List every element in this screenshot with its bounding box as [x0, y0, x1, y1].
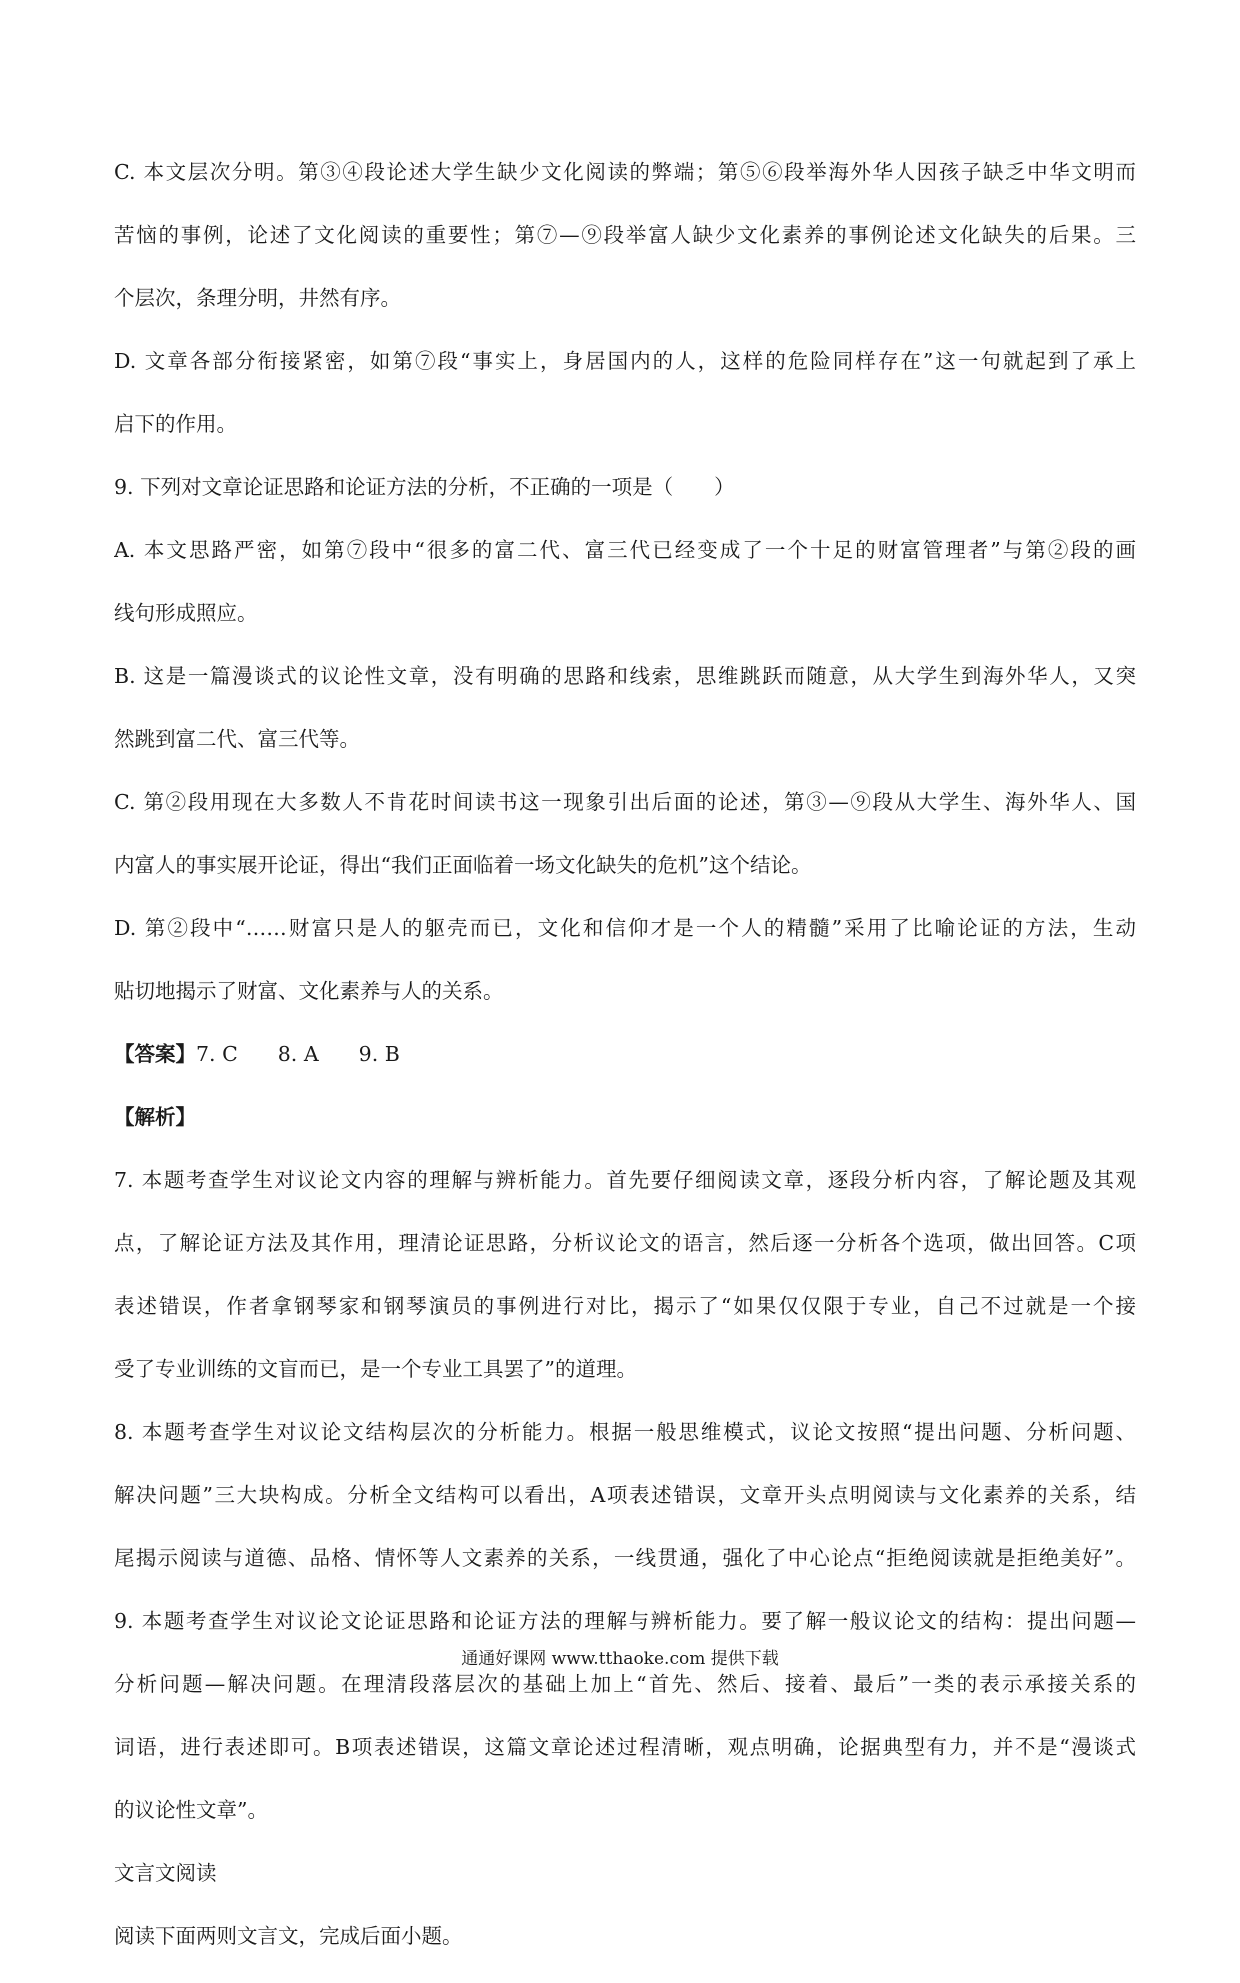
- text-line: D. 文章各部分衔接紧密，如第⑦段“事实上，身居国内的人，这样的危险同样存在”这一句就起到了承上: [114, 349, 1136, 373]
- text-line: C. 第②段用现在大多数人不肯花时间读书这一现象引出后面的论述，第③—⑨段从大学生、海外华人、国: [114, 790, 1136, 814]
- text-line: 然跳到富二代、富三代等。: [114, 727, 360, 751]
- text-line: 表述错误，作者拿钢琴家和钢琴演员的事例进行对比，揭示了“如果仅仅限于专业，自己不过就是一个接: [114, 1294, 1136, 1318]
- text-line: 苦恼的事例，论述了文化阅读的重要性；第⑦—⑨段举富人缺少文化素养的事例论述文化缺失的后果。三: [114, 223, 1136, 247]
- analysis-text-block: [114, 1164, 1136, 1952]
- text-line: 尾揭示阅读与道德、品格、情怀等人文素养的关系，一线贯通，强化了中心论点“拒绝阅读就是拒绝美好”。: [114, 1546, 1136, 1570]
- text-line: 的议论性文章”。: [114, 1798, 268, 1822]
- text-line: 9. 下列对文章论证思路和论证方法的分析，不正确的一项是（ ）: [114, 475, 735, 499]
- text-line: 7. 本题考查学生对议论文内容的理解与辨析能力。首先要仔细阅读文章，逐段分析内容，了解论题及其观: [114, 1168, 1136, 1192]
- question-text-block: [114, 156, 1136, 1007]
- text-line: 线句形成照应。: [114, 601, 258, 625]
- document-body: [114, 156, 1136, 1983]
- answer-label: 【答案】: [114, 1042, 196, 1066]
- text-line: 受了专业训练的文盲而已，是一个专业工具罢了”的道理。: [114, 1357, 637, 1381]
- text-line: A. 本文思路严密，如第⑦段中“很多的富二代、富三代已经变成了一个十足的财富管理者”与第②段的画: [114, 538, 1136, 562]
- analysis-label-line: [114, 1101, 1136, 1133]
- text-line: 启下的作用。: [114, 412, 237, 436]
- text-line: 个层次，条理分明，井然有序。: [114, 286, 401, 310]
- text-line: 9. 本题考查学生对议论文论证思路和论证方法的理解与辨析能力。要了解一般议论文的结构：提出问题—: [114, 1609, 1136, 1633]
- text-line: C. 本文层次分明。第③④段论述大学生缺少文化阅读的弊端；第⑤⑥段举海外华人因孩子缺乏中华文明而: [114, 160, 1136, 184]
- text-line: 阅读下面两则文言文，完成后面小题。: [114, 1924, 463, 1948]
- text-line: 分析问题—解决问题。在理清段落层次的基础上加上“首先、然后、接着、最后”一类的表示承接关系的: [114, 1672, 1136, 1696]
- answer-line: [114, 1038, 1136, 1070]
- analysis-label: 【解析】: [114, 1105, 196, 1129]
- text-line: D. 第②段中“……财富只是人的躯壳而已，文化和信仰才是一个人的精髓”采用了比喻论证的方法，生动: [114, 916, 1136, 940]
- text-line: 内富人的事实展开论证，得出“我们正面临着一场文化缺失的危机”这个结论。: [114, 853, 812, 877]
- answer-item: 8. A: [277, 1042, 319, 1066]
- text-line: 解决问题”三大块构成。分析全文结构可以看出，A项表述错误，文章开头点明阅读与文化素养的关系，结: [114, 1483, 1136, 1507]
- answer-item: 9. B: [358, 1042, 400, 1066]
- text-line: B. 这是一篇漫谈式的议论性文章，没有明确的思路和线索，思维跳跃而随意，从大学生到海外华人，又突: [114, 664, 1136, 688]
- text-line: 词语，进行表述即可。B项表述错误，这篇文章论述过程清晰，观点明确，论据典型有力，并不是“漫谈式: [114, 1735, 1136, 1759]
- text-line: 贴切地揭示了财富、文化素养与人的关系。: [114, 979, 504, 1003]
- page-footer: 通通好课网 www.tthaoke.com 提供下载: [461, 1649, 779, 1669]
- text-line: 点，了解论证方法及其作用，理清论证思路，分析议论文的语言，然后逐一分析各个选项，做出回答。C项: [114, 1231, 1136, 1255]
- text-line: 8. 本题考查学生对议论文结构层次的分析能力。根据一般思维模式，议论文按照“提出问题、分析问题、: [114, 1420, 1136, 1444]
- answer-item: 7. C: [196, 1042, 238, 1066]
- text-line: 文言文阅读: [114, 1861, 217, 1885]
